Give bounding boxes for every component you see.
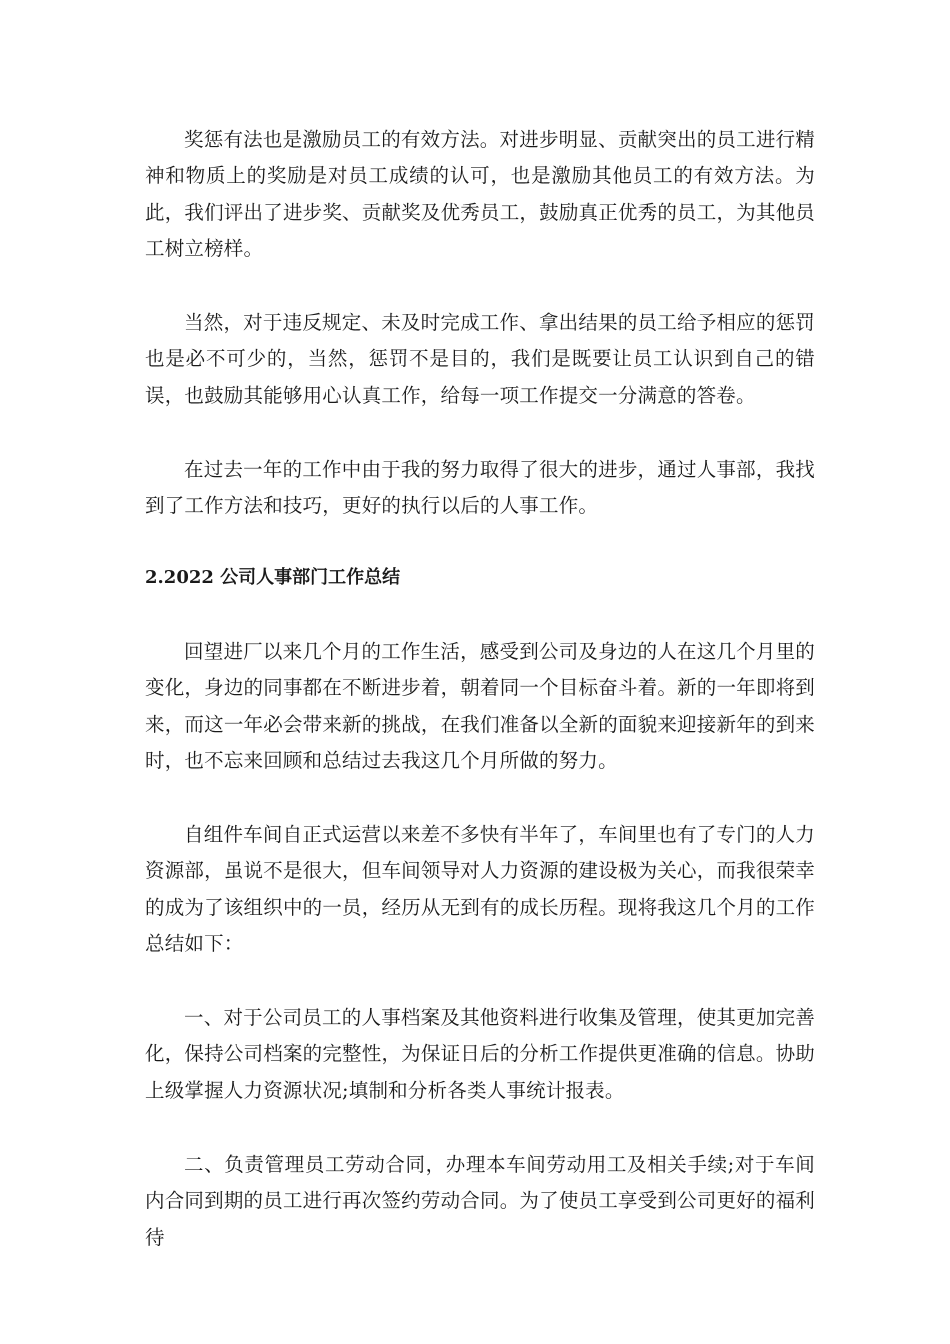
paragraph-review: 回望进厂以来几个月的工作生活，感受到公司及身边的人在这几个月里的变化，身边的同事都在不断进步着，朝着同一个目标奋斗着。新的一年即将到来，而这一年必会带来新的挑战，在我们准备以全新的面貌来迎接新年的到来时，也不忘来回顾和总结过去我这几个月所做的努力。 xyxy=(145,640,815,772)
section-heading: 2.2022 公司人事部门工作总结 xyxy=(145,567,401,588)
paragraph-penalties: 当然，对于违反规定、未及时完成工作、拿出结果的员工给予相应的惩罚也是必不可少的，当然，惩罚不是目的，我们是既要让员工认识到自己的错误，也鼓励其能够用心认真工作，给每一项工作提交一分满意的答卷。 xyxy=(145,311,815,407)
paragraph-workshop: 自组件车间自正式运营以来差不多快有半年了，车间里也有了专门的人力资源部，虽说不是很大，但车间领导对人力资源的建设极为关心，而我很荣幸的成为了该组织中的一员，经历从无到有的成长历程。现将我这几个月的工作总结如下： xyxy=(145,823,815,955)
paragraph-rewards: 奖惩有法也是激励员工的有效方法。对进步明显、贡献突出的员工进行精神和物质上的奖励是对员工成绩的认可，也是激励其他员工的有效方法。为此，我们评出了进步奖、贡献奖及优秀员工，鼓励真正优秀的员工，为其他员工树立榜样。 xyxy=(145,128,815,260)
paragraph-item-two: 二、负责管理员工劳动合同，办理本车间劳动用工及相关手续;对于车间内合同到期的员工进行再次签约劳动合同。为了使员工享受到公司更好的福利待 xyxy=(145,1153,815,1249)
paragraph-progress: 在过去一年的工作中由于我的努力取得了很大的进步，通过人事部，我找到了工作方法和技巧，更好的执行以后的人事工作。 xyxy=(145,458,815,518)
paragraph-item-one: 一、对于公司员工的人事档案及其他资料进行收集及管理，使其更加完善化，保持公司档案的完整性，为保证日后的分析工作提供更准确的信息。协助上级掌握人力资源状况;填制和分析各类人事统计报表。 xyxy=(145,1006,815,1102)
